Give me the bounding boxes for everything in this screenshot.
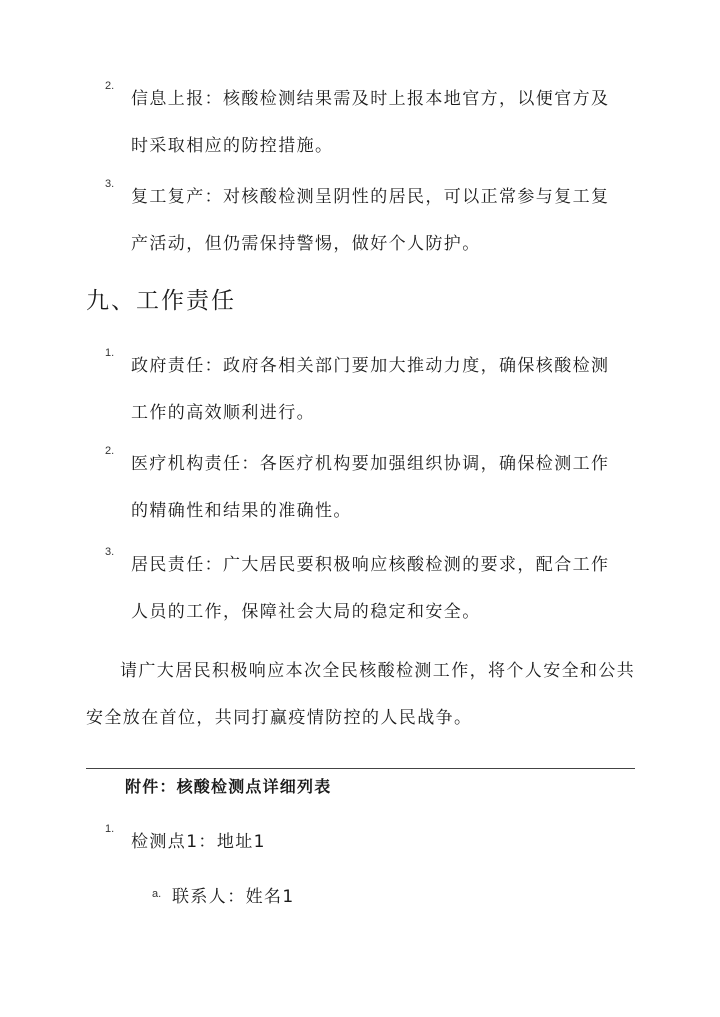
list-item (105, 542, 625, 636)
list-item-text: 居民责任：广大居民要积极响应核酸检测的要求，配合工作人员的工作，保障社会大局的稳定和安全。 (131, 555, 610, 622)
sub-list-letter: a. (152, 888, 162, 900)
list-number: 1. (105, 823, 115, 835)
list-number: 1. (105, 347, 115, 359)
attachment-title: 附件：核酸检测点详细列表 (125, 777, 332, 796)
sub-list-item-text: 联系人：姓名1 (172, 887, 295, 907)
list-item-text: 政府责任：政府各相关部门要加大推动力度，确保核酸检测工作的高效顺利进行。 (131, 356, 610, 423)
closing-paragraph: 请广大居民积极响应本次全民核酸检测工作，将个人安全和公共安全放在首位，共同打赢疫情防控的人民战争。 (86, 661, 636, 728)
divider (86, 768, 635, 769)
list-item-text: 检测点1：地址1 (131, 832, 266, 852)
list-number: 3. (105, 178, 115, 190)
sub-list-item (152, 884, 612, 910)
list-number: 3. (105, 546, 115, 558)
list-item (105, 343, 625, 437)
list-item (105, 441, 625, 535)
list-item-text: 医疗机构责任：各医疗机构要加强组织协调，确保检测工作的精确性和结果的准确性。 (131, 454, 610, 521)
list-item-text: 信息上报：核酸检测结果需及时上报本地官方，以便官方及时采取相应的防控措施。 (131, 89, 610, 156)
list-item-text: 复工复产：对核酸检测呈阴性的居民，可以正常参与复工复产活动，但仍需保持警惕，做好个人防护。 (131, 187, 610, 254)
section-heading: 九、工作责任 (86, 288, 236, 314)
list-number: 2. (105, 445, 115, 457)
list-item (105, 76, 625, 170)
list-item (105, 819, 625, 866)
list-item (105, 174, 625, 268)
list-number: 2. (105, 80, 115, 92)
